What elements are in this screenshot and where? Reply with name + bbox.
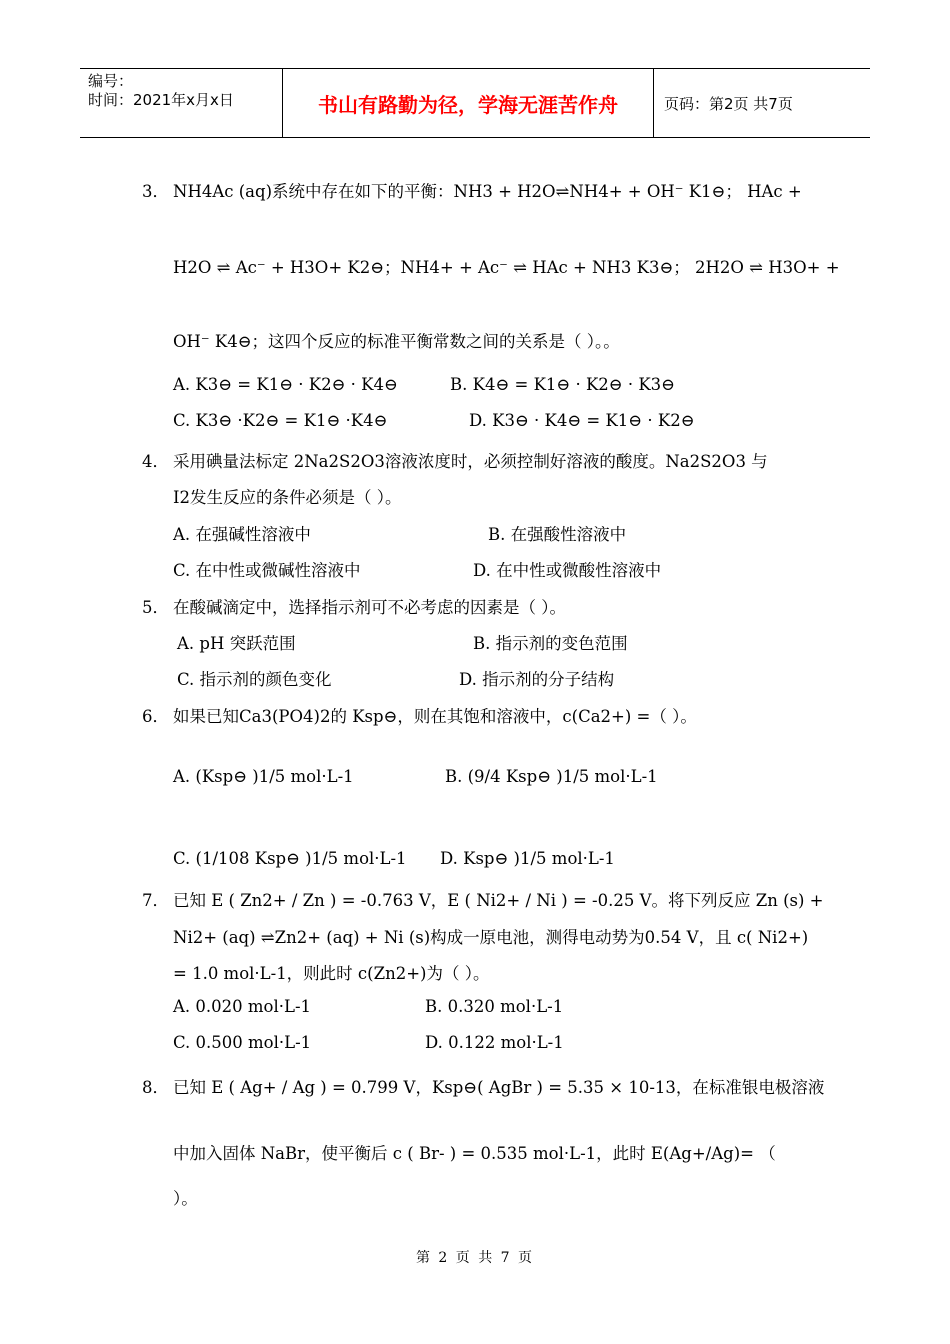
question-5-line-1 (142, 594, 822, 617)
question-7-line-3 (142, 960, 822, 983)
question-8-line-1 (142, 1074, 825, 1097)
question-3-line-2 (142, 254, 840, 277)
question-number: 5． (142, 598, 169, 617)
question-number: 6． (142, 707, 169, 726)
option-b: B. 在强酸性溶液中 (488, 525, 627, 544)
option-b: B. 0.320 mol·L-1 (425, 997, 564, 1016)
question-text: Ni2+ (aq) ⇌Zn2+ (aq) + Ni (s)构成一原电池，测得电动势为0.54 V，且 c( Ni2+) (173, 928, 809, 947)
question-text: = 1.0 mol·L-1，则此时 c(Zn2+)为（ ）。 (173, 964, 490, 983)
option-a: A. K3⊖ = K1⊖ · K2⊖ · K4⊖ (173, 375, 398, 394)
question-text: I2发生反应的条件必须是（ ）。 (173, 488, 402, 507)
question-text: 已知 E ( Zn2+ / Zn ) = -0.763 V，E ( Ni2+ / Ni ) = -0.25 V。将下列反应 Zn (s) + (173, 891, 824, 910)
option-d: D. K3⊖ · K4⊖ = K1⊖ · K2⊖ (469, 411, 695, 430)
question-text: 采用碘量法标定 2Na2S2O3溶液浓度时，必须控制好溶液的酸度。Na2S2O3 与 (173, 452, 768, 471)
question-3-line-1 (142, 178, 822, 201)
question-text: 在酸碱滴定中，选择指示剂可不必考虑的因素是（ ）。 (173, 598, 566, 617)
header-motto: 书山有路勤为径，学海无涯苦作舟 (282, 69, 654, 137)
question-number: 8． (142, 1078, 169, 1097)
option-c: C. 指示剂的颜色变化 (177, 670, 332, 689)
option-a: A. pH 突跃范围 (177, 634, 296, 653)
option-c: C. 0.500 mol·L-1 (173, 1033, 312, 1052)
page-header (80, 68, 870, 138)
question-4-line-1 (142, 448, 822, 471)
option-d: D. 在中性或微酸性溶液中 (473, 561, 662, 580)
option-d: D. 0.122 mol·L-1 (425, 1033, 564, 1052)
option-a: A. 0.020 mol·L-1 (173, 997, 312, 1016)
question-text: ）。 (173, 1189, 198, 1208)
question-text: 如果已知Ca3(PO4)2的 Ksp⊖，则在其饱和溶液中，c(Ca2+) =（ ）。 (173, 707, 697, 726)
option-c: C. (1/108 Ksp⊖ )1/5 mol·L-1 (173, 849, 407, 868)
question-text: 中加入固体 NaBr，使平衡后 c ( Br- ) = 0.535 mol·L-1，此时 E(Ag+/Ag)= （ (173, 1144, 776, 1163)
question-4-line-2 (142, 484, 822, 507)
option-a: A. 在强碱性溶液中 (173, 525, 311, 544)
option-d: D. 指示剂的分子结构 (459, 670, 615, 689)
question-text: H2O ⇌ Ac⁻ + H3O+ K2⊖；NH4+ + Ac⁻ ⇌ HAc + NH3 K3⊖； 2H2O ⇌ H3O+ + (173, 258, 840, 277)
question-6-line-1 (142, 703, 822, 726)
header-left (80, 69, 282, 137)
question-7-line-2 (142, 924, 822, 947)
question-text: 已知 E ( Ag+ / Ag ) = 0.799 V，Ksp⊖( AgBr ) = 5.35 × 10-13，在标准银电极溶液 (173, 1078, 825, 1097)
question-number: 7． (142, 891, 169, 910)
question-3-line-3 (142, 328, 822, 351)
option-c: C. 在中性或微碱性溶液中 (173, 561, 361, 580)
option-d: D. Ksp⊖ )1/5 mol·L-1 (440, 849, 615, 868)
question-text: OH⁻ K4⊖；这四个反应的标准平衡常数之间的关系是（ ）。。 (173, 332, 620, 351)
option-c: C. K3⊖ ·K2⊖ = K1⊖ ·K4⊖ (173, 411, 388, 430)
option-b: B. K4⊖ = K1⊖ · K2⊖ · K3⊖ (450, 375, 675, 394)
question-number: 3． (142, 182, 169, 201)
question-8-line-3 (142, 1185, 822, 1208)
option-b: B. (9/4 Ksp⊖ )1/5 mol·L-1 (445, 767, 658, 786)
option-a: A. (Ksp⊖ )1/5 mol·L-1 (173, 767, 354, 786)
document-time: 时间：2021年x月x日 (88, 91, 234, 109)
page-footer: 第 2 页 共 7 页 (415, 1250, 535, 1266)
question-7-line-1 (142, 887, 824, 910)
question-text: NH4Ac (aq)系统中存在如下的平衡：NH3 + H2O⇌NH4+ + OH⁻ K1⊖； HAc + (173, 182, 802, 201)
option-b: B. 指示剂的变色范围 (473, 634, 628, 653)
question-number: 4． (142, 452, 169, 471)
document-number: 编号： (88, 72, 134, 90)
question-8-line-2 (142, 1140, 822, 1163)
header-page-number: 页码：第2页 共7页 (664, 94, 793, 113)
